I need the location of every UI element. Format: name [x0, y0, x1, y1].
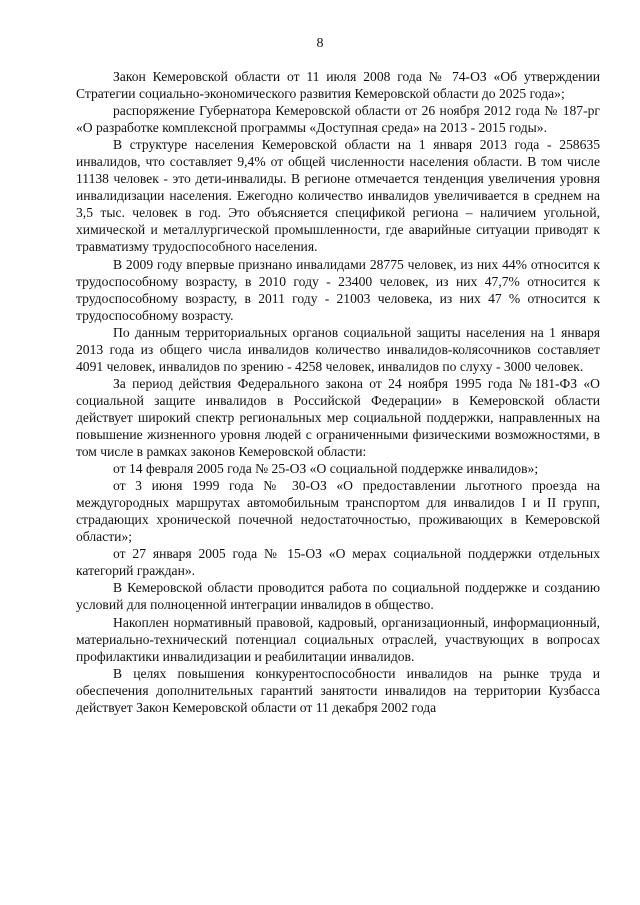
paragraph-population-structure: В структуре населения Кемеровской области на 1 января 2013 года - 258635 инвалидов, что составляет 9,4% от общей численности населения области. В том числе 11138 человек - это дети-инвалиды. В регионе отмечается тенденция увеличения уровня инвалидизации населения. Ежегодно количество инвалидов увеличивается в среднем на 3,5 тыс. человек в год. Это объясняется спецификой региона – наличием угольной, химической и металлургической промышленности, где аварийные ситуации приводят к травматизму трудоспособного населения. [76, 137, 600, 255]
paragraph-disability-stats-2009-2011: В 2009 году впервые признано инвалидами 28775 человек, из них 44% относится к трудоспособному возрасту, в 2010 году - 23400 человек, из них 47,7% относится к трудоспособному возрасту, в 2011 году - 21003 человека, из них 47 % относится к трудоспособному возрасту. [76, 256, 600, 323]
page-number: 8 [316, 36, 324, 51]
document-body [76, 68, 600, 716]
paragraph-governor-order: распоряжение Губернатора Кемеровской области от 26 ноября 2012 года № 187-рг «О разработке комплексной программы «Доступная среда» на 2013 - 2015 годы». [76, 103, 600, 136]
paragraph-social-protection-data: По данным территориальных органов социальной защиты населения на 1 января 2013 года из общего числа инвалидов количество инвалидов-колясочников составляет 4091 человек, инвалидов по зрению - 4258 человек, инвалидов по слуху - 3000 человек. [76, 324, 600, 374]
paragraph-integration-work: В Кемеровской области проводится работа по социальной поддержке и созданию условий для полноценной интеграции инвалидов в общество. [76, 580, 600, 613]
paragraph-federal-law-181-fz: За период действия Федерального закона от 24 ноября 1995 года №181-ФЗ «О социальной защите инвалидов в Российской Федерации» в Кемеровской области действует широкий спектр региональных мер социальной поддержки, направленных на повышение жизненного уровня людей с ограниченными физическими возможностями, в том числе в рамках законов Кемеровской области: [76, 375, 600, 460]
paragraph-law-30-oz: от 3 июня 1999 года № 30-ОЗ «О предоставлении льготного проезда на междугородных маршрутах автомобильным транспортом для инвалидов I и II групп, страдающих хронической почечной недостаточностью, проживающих в Кемеровской области»; [76, 478, 600, 545]
paragraph-law-74-oz: Закон Кемеровской области от 11 июля 2008 года № 74-ОЗ «Об утверждении Стратегии социально-экономического развития Кемеровской области до 2025 года»; [76, 69, 600, 102]
paragraph-accumulated-potential: Накоплен нормативный правовой, кадровый, организационный, информационный, материально-технический потенциал социальных отраслей, участвующих в вопросах профилактики инвалидизации и реабилитации инвалидов. [76, 614, 600, 664]
paragraph-law-25-oz: от 14 февраля 2005 года № 25-ОЗ «О социальной поддержке инвалидов»; [113, 461, 539, 477]
paragraph-employment-guarantees: В целях повышения конкурентоспособности инвалидов на рынке труда и обеспечения дополнительных гарантий занятости инвалидов на территории Кузбасса действует Закон Кемеровской области от 11 декабря 2002 года [76, 665, 600, 715]
paragraph-law-15-oz: от 27 января 2005 года № 15-ОЗ «О мерах социальной поддержки отдельных категорий граждан». [76, 546, 600, 579]
